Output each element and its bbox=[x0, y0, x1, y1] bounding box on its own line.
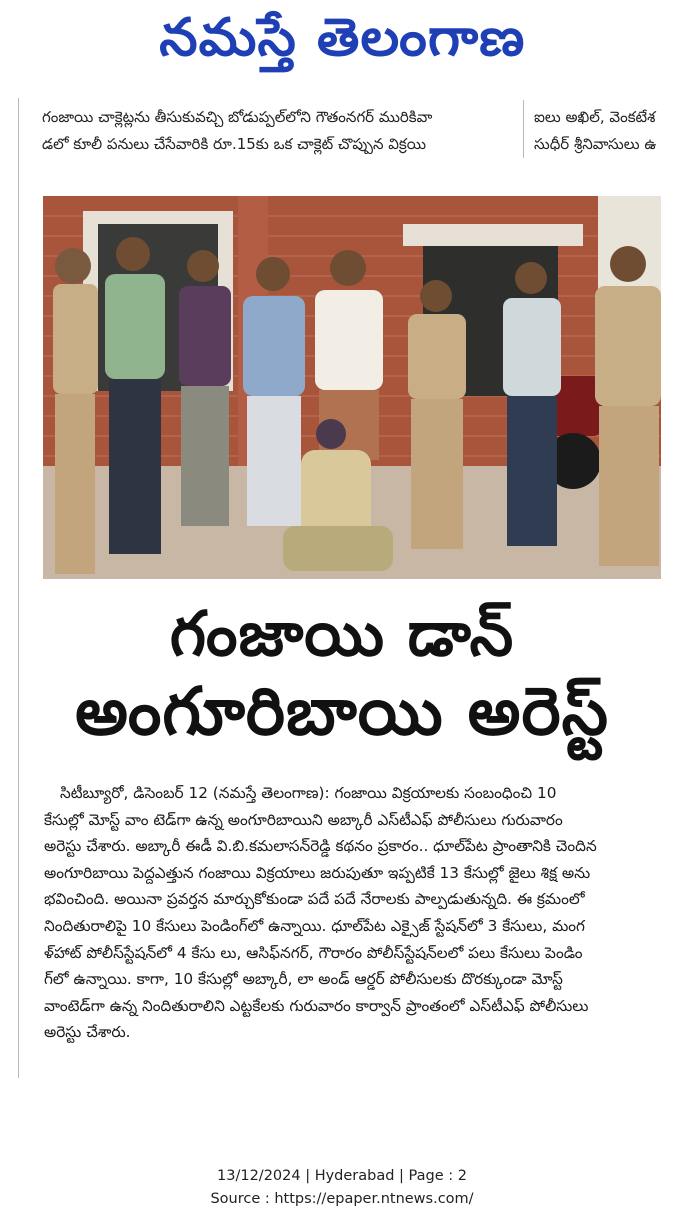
adjacent-column-snippet bbox=[534, 104, 684, 158]
article-line: ళ్‌హాట్ పోలీస్‌స్టేషన్‌లో 4 కేసు లు, ఆసిఫ్‌నగర్, గౌరారం పోలీస్‌స్టేషన్‌లలో పలు కేసులు పెండిం bbox=[44, 943, 583, 962]
snippet-line: డలో కూలీ పనులు చేసేవారికి రూ.15కు ఒక చాక్లెట్ చొప్పున విక్రయి bbox=[42, 135, 427, 153]
left-column-rule bbox=[18, 98, 19, 1078]
snippet-line: ఐలు అఖిల్, వెంకటేశ bbox=[534, 108, 656, 126]
article-line: కేసుల్లో మోస్ట్ వాం టెడ్‌గా ఉన్న అంగూరిబాయిని అబ్కారీ ఎస్‌టీఎఫ్ పోలీసులు గురువారం bbox=[44, 810, 563, 829]
headline-line-2: అంగూరిబాయి అరెస్ట్ bbox=[75, 673, 609, 750]
article-body bbox=[44, 780, 664, 1046]
masthead bbox=[0, 0, 684, 88]
snippet-line: సుధీర్ శ్రీనివాసులు ఉ bbox=[534, 135, 657, 153]
article-line: అరెస్టు చేశారు. bbox=[44, 1023, 131, 1042]
edition-info: 13/12/2024 | Hyderabad | Page : 2 bbox=[217, 1168, 467, 1184]
article-line: నిందితురాలిపై 10 కేసులు పెండింగ్‌లో ఉన్నాయి. ధూల్‌పేట ఎక్సైజ్ స్టేషన్‌లో 3 కేసులు, మంగ bbox=[44, 916, 585, 935]
article-line: అరెస్టు చేశారు. అబ్కారీ ఈడీ వి.బి.కమలాసన్‌రెడ్డి కథనం ప్రకారం.. ధూల్‌పేట ప్రాంతానికి చెందిన bbox=[44, 837, 597, 856]
article-line: వాంటెడ్‌గా ఉన్న నిందితురాలిని ఎట్టకేలకు గురువారం కార్వాన్ ప్రాంతంలో ఎస్‌టీఎఫ్ పోలీసులు bbox=[44, 996, 589, 1015]
article-line: అంగూరిబాయి పెద్దఎత్తున గంజాయి విక్రయాలు జరుపుతూ ఇప్పటికే 13 కేసుల్లో జైలు శిక్ష అను bbox=[44, 863, 591, 882]
article-line: సిటీబ్యూరో, డిసెంబర్ 12 (నమస్తే తెలంగాణ): గంజాయి విక్రయాలకు సంబంధించి 10 bbox=[60, 784, 557, 802]
photo-illustration bbox=[43, 196, 661, 579]
previous-article-snippet bbox=[42, 104, 512, 158]
headline-line-1: గంజాయి డాన్ bbox=[169, 597, 515, 670]
source-link[interactable]: Source : https://epaper.ntnews.com/ bbox=[210, 1191, 474, 1207]
snippet-line: గంజాయి చాక్లెట్లను తీసుకువచ్చి బోడుప్పల్‌లోని గౌతంనగర్ మురికివా bbox=[42, 108, 433, 126]
article-line: భవించింది. అయినా ప్రవర్తన మార్చుకోకుండా పదే పదే నేరాలకు పాల్పడుతున్నది. ఈ క్రమంలో bbox=[44, 890, 585, 909]
group-photo bbox=[43, 196, 661, 579]
article-line: గ్‌లో ఉన్నాయి. కాగా, 10 కేసుల్లో అబ్కారీ, లా అండ్ ఆర్డర్ పోలీసులకు దొరక్కుండా మోస్ట్ bbox=[44, 970, 563, 989]
newspaper-logo: నమస్తే తెలంగాణ bbox=[158, 7, 526, 68]
column-divider bbox=[523, 100, 524, 158]
